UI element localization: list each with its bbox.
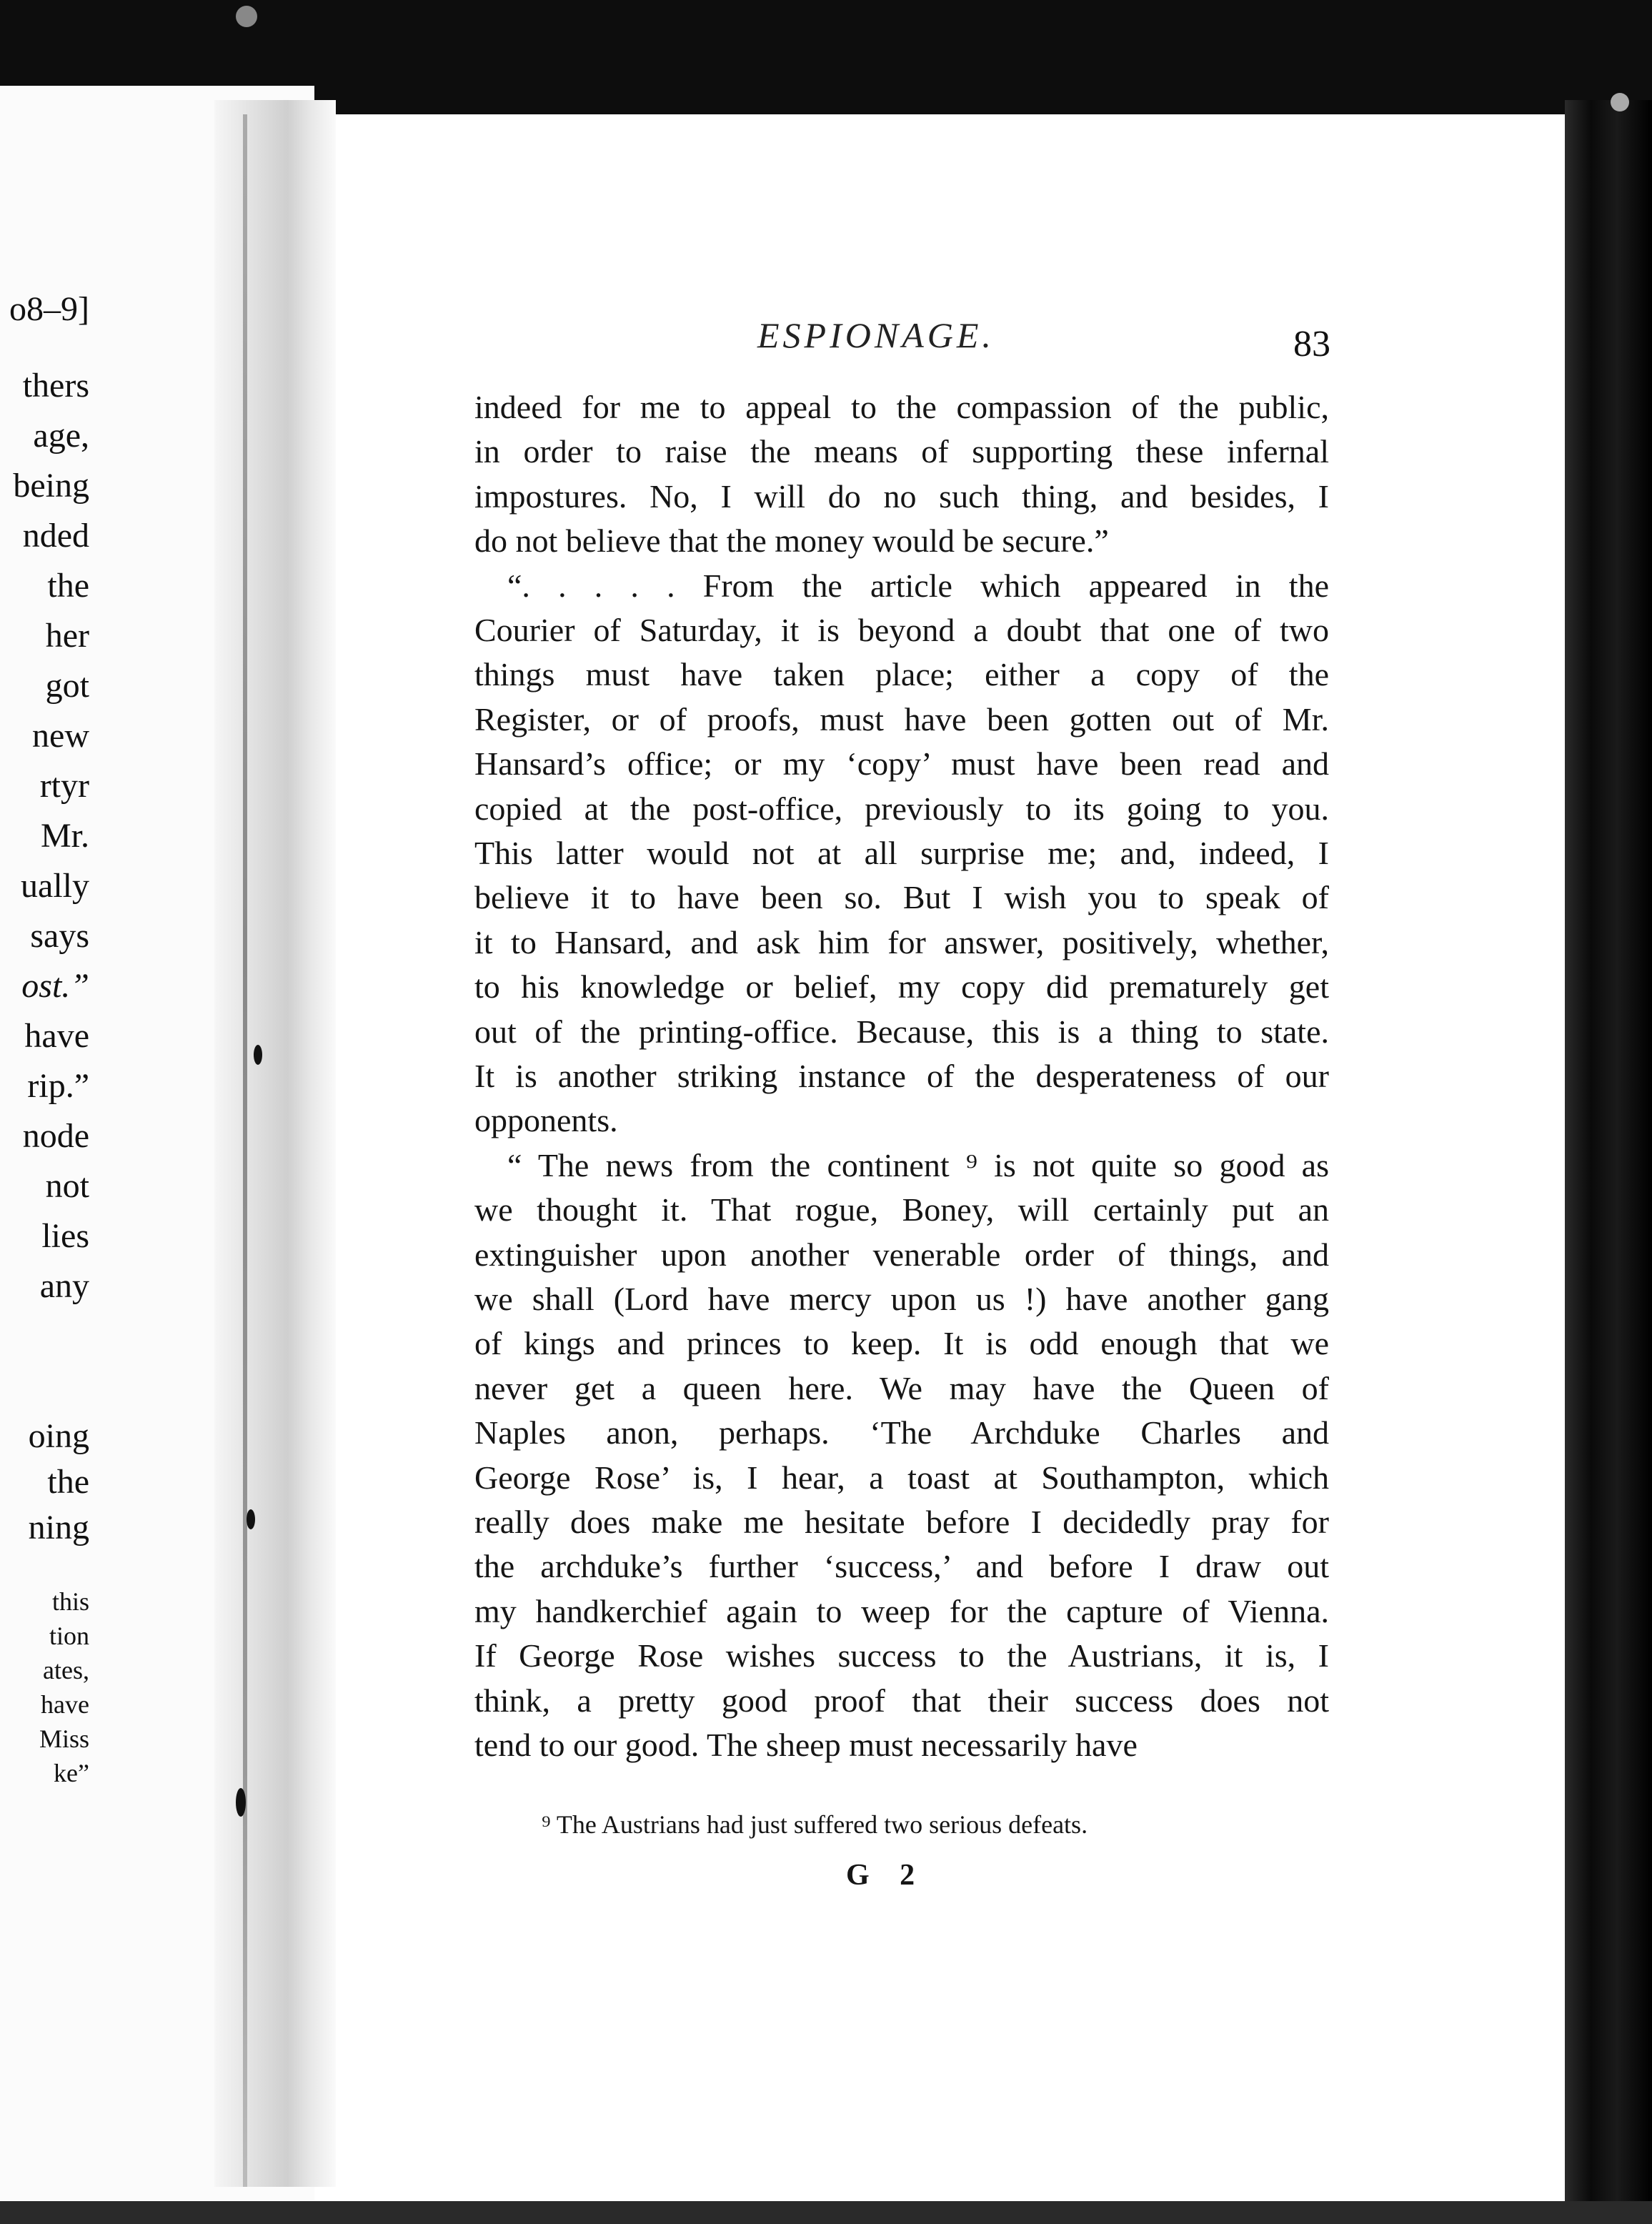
- spine-shadow: [243, 114, 247, 2187]
- left-fragment: ually: [21, 867, 89, 905]
- left-fragment: ost.”: [21, 967, 89, 1005]
- left-fragment: o8–9]: [9, 290, 89, 328]
- body-line: Courier of Saturday, it is beyond a doubt that one of two: [474, 612, 1329, 648]
- body-line: George Rose’ is, I hear, a toast at Southampton, which: [474, 1459, 1329, 1496]
- left-fragment: this: [51, 1587, 89, 1616]
- left-fragment: tion: [49, 1622, 89, 1650]
- body-line: impostures. No, I will do no such thing, and besides, I: [474, 477, 1329, 515]
- left-fragment: have: [41, 1690, 89, 1719]
- left-fragment: Mr.: [40, 817, 89, 855]
- body-line: out of the printing-office. Because, this is a thing to state.: [474, 1013, 1329, 1050]
- scan-speck: [236, 6, 257, 27]
- left-fragment: ke”: [54, 1759, 89, 1787]
- scan-speck: [254, 1045, 262, 1065]
- body-line: things must have taken place; either a copy of the: [474, 656, 1329, 693]
- left-fragment: ates,: [43, 1656, 89, 1684]
- body-line: to his knowledge or belief, my copy did prematurely get: [474, 968, 1329, 1006]
- body-line: Naples anon, perhaps. ‘The Archduke Charles and: [474, 1414, 1329, 1451]
- body-line: we thought it. That rogue, Boney, will certainly put an: [474, 1191, 1329, 1228]
- body-line: This latter would not at all surprise me; and, indeed, I: [474, 835, 1329, 871]
- left-fragment: age,: [33, 417, 89, 455]
- body-line: It is another striking instance of the desperateness of our: [474, 1058, 1329, 1094]
- left-fragment: the: [47, 1463, 89, 1501]
- body-line: do not believe that the money would be secure.”: [474, 522, 1109, 560]
- left-fragment: thers: [22, 367, 89, 404]
- body-line: of kings and princes to keep. It is odd enough that we: [474, 1325, 1329, 1362]
- body-line: the archduke’s further ‘success,’ and before I draw out: [474, 1548, 1329, 1585]
- body-line: my handkerchief again to weep for the capture of Vienna.: [474, 1592, 1329, 1629]
- body-line: it to Hansard, and ask him for answer, positively, whether,: [474, 923, 1329, 960]
- left-fragment: Miss: [39, 1724, 89, 1753]
- left-fragment: node: [22, 1117, 89, 1155]
- left-fragment: says: [30, 917, 89, 955]
- body-line: “ The news from the continent ⁹ is not quite so good as: [507, 1146, 1329, 1183]
- body-line: copied at the post-office, previously to its going to you.: [474, 790, 1329, 827]
- scan-speck: [236, 1788, 246, 1817]
- left-fragment: got: [45, 667, 89, 705]
- left-fragment: oing: [28, 1417, 89, 1455]
- left-fragment: not: [45, 1167, 89, 1205]
- body-line: If George Rose wishes success to the Austrians, it is, I: [474, 1637, 1329, 1674]
- body-line: indeed for me to appeal to the compassion of the public,: [474, 389, 1329, 425]
- footnote: ⁹ The Austrians had just suffered two serious defeats.: [542, 1810, 1088, 1839]
- left-fragment: the: [47, 567, 89, 605]
- left-fragment: have: [24, 1017, 89, 1055]
- body-line: we shall (Lord have mercy upon us !) have another gang: [474, 1281, 1329, 1317]
- left-fragment: ning: [28, 1509, 89, 1547]
- body-line: tend to our good. The sheep must necessarily have: [474, 1727, 1138, 1763]
- body-line: believe it to have been so. But I wish you to speak of: [474, 879, 1329, 916]
- scan-speck: [1611, 93, 1629, 111]
- book-gutter: [214, 100, 336, 2187]
- left-fragment: any: [39, 1267, 89, 1305]
- body-line: opponents.: [474, 1102, 618, 1139]
- scan-speck: [247, 1509, 255, 1529]
- left-fragment: being: [13, 467, 89, 505]
- left-fragment: lies: [41, 1217, 89, 1255]
- body-line: never get a queen here. We may have the Queen of: [474, 1369, 1329, 1406]
- body-line: think, a pretty good proof that their success does not: [474, 1682, 1329, 1719]
- body-line: in order to raise the means of supporting these infernal: [474, 433, 1329, 470]
- page-number: 83: [1293, 324, 1330, 364]
- left-fragment: her: [45, 617, 89, 655]
- left-fragment: rtyr: [39, 767, 89, 805]
- body-line: Hansard’s office; or my ‘copy’ must have been read and: [474, 745, 1329, 783]
- running-head: ESPIONAGE.: [757, 315, 995, 355]
- body-line: Register, or of proofs, must have been gotten out of Mr.: [474, 700, 1329, 738]
- body-line: extinguisher upon another venerable order of things, and: [474, 1236, 1329, 1273]
- left-fragment: new: [32, 717, 89, 755]
- left-fragment: rip.”: [27, 1067, 89, 1105]
- signature-mark: G 2: [846, 1859, 927, 1892]
- body-line: “. . . . . From the article which appeared in the: [507, 567, 1329, 604]
- body-line: really does make me hesitate before I decidedly pray for: [474, 1504, 1329, 1540]
- book-edge: [1565, 100, 1652, 2224]
- scan-bottom-border: [0, 2201, 1652, 2224]
- left-fragment: nded: [22, 517, 89, 555]
